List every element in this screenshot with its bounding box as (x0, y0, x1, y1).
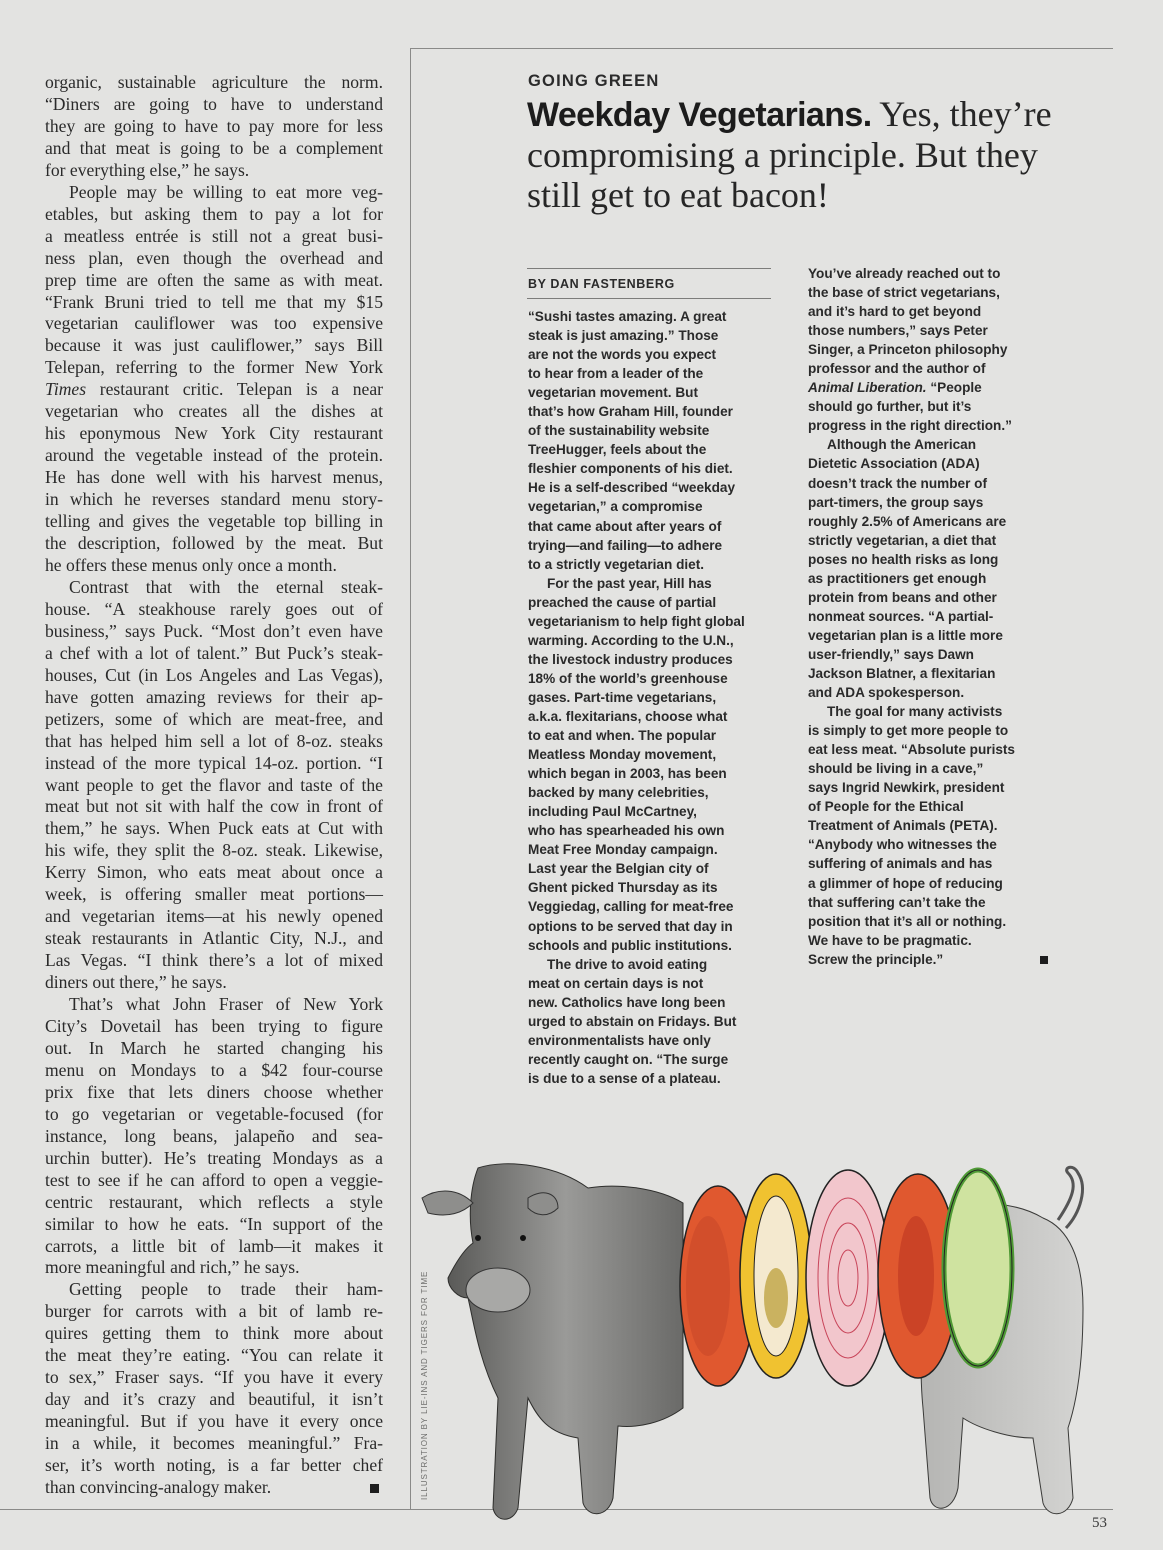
text-line: and it’s hard to get beyond (808, 304, 982, 320)
text-line: user-friendly,” says Dawn (808, 646, 974, 662)
text-line: and ADA spokesperson. (808, 685, 965, 701)
text-line: in which he reverses standard menu story- (45, 489, 383, 510)
text-line: who has spearheaded his own (528, 823, 725, 839)
publication-name: Times (45, 379, 87, 400)
text-line: as practitioners get enough (808, 570, 987, 586)
text-line: including Paul McCartney, (528, 804, 697, 820)
article-column-2 (808, 264, 1066, 969)
text-line: out. In March he started changing his (45, 1037, 383, 1058)
illustration-svg (418, 1158, 1108, 1538)
text-line: of the sustainability website (528, 423, 710, 439)
text-line: week, is offering smaller meat portions— (45, 884, 383, 905)
text-line: to a strictly vegetarian diet. (528, 556, 705, 572)
text-line: instead of the more typical 14-oz. portion. “I (45, 752, 383, 773)
text-line: suffering of animals and has (808, 856, 993, 872)
text-line: are not the words you expect (528, 347, 717, 363)
paragraph (45, 994, 383, 1279)
text-line: backed by many celebrities, (528, 785, 709, 801)
text-line: that has helped him sell a lot of 8-oz. steaks (45, 730, 383, 751)
text-line: TreeHugger, feels about the (528, 442, 707, 458)
text-line: preached the cause of partial (528, 594, 717, 610)
byline-top-rule (527, 268, 771, 269)
text-line: City’s Dovetail has been trying to figure (45, 1015, 383, 1036)
byline: BY DAN FASTENBERG (528, 277, 675, 291)
text-line: a chef with a lot of talent.” But Puck’s steak- (45, 642, 383, 663)
text-line: to sex,” Fraser says. “If you have it every (45, 1367, 383, 1388)
illustration-credit: ILLUSTRATION BY LIE-INS AND TIGERS FOR TIME (420, 1270, 429, 1500)
text-line: “Anybody who witnesses the (808, 837, 997, 853)
text-line: day and it’s crazy and beautiful, it isn’t (45, 1389, 383, 1410)
text-line: etables, but asking them to pay a lot for (45, 203, 383, 224)
text-line: quires getting them to think more about (45, 1323, 383, 1344)
text-line: carrots, a little bit of lamb—it makes it (45, 1235, 383, 1256)
text-line: He is a self-described “weekday (528, 480, 736, 496)
text-line: his wife, they split the 8-oz. steak. Likewise, (45, 840, 383, 861)
paragraph (808, 435, 1066, 702)
cow-ear-right (528, 1193, 558, 1215)
text-line: That’s what John Fraser of New York (69, 994, 383, 1015)
text-line: roughly 2.5% of Americans are (808, 513, 1007, 529)
text-line: have gotten amazing reviews for their ap- (45, 686, 383, 707)
text-line: “Frank Bruni tried to tell me that my $15 (45, 291, 383, 312)
text-line: vegetarian movement. But (528, 385, 698, 401)
article-headline (527, 94, 1087, 215)
text-line: urchin butter). He’s treating Mondays as a (45, 1147, 383, 1168)
text-line: Screw the principle.” (808, 950, 1066, 969)
paragraph (528, 955, 773, 1088)
section-kicker: GOING GREEN (528, 72, 660, 90)
text-line: protein from beans and other (808, 589, 997, 605)
text-line: organic, sustainable agriculture the norm. (45, 72, 383, 92)
text-line: the description, followed by the meat. But (45, 533, 383, 554)
text-line: prix fixe that lets diners choose whether (45, 1081, 383, 1102)
text-line: and that meat is going to be a complement (45, 137, 383, 158)
text-line: Although the American (827, 437, 977, 453)
cow-front (422, 1164, 683, 1520)
book-title: Animal Liberation. (808, 380, 927, 396)
paragraph (528, 307, 773, 574)
text-line: For the past year, Hill has (547, 575, 712, 591)
paragraph (45, 577, 383, 994)
text-line: them,” he says. When Puck eats at Cut with (45, 818, 383, 839)
text-line: should be living in a cave,” (808, 761, 984, 777)
text-line: that came about after years of (528, 518, 722, 534)
text-line: houses, Cut (in Los Angeles and Las Vegas), (45, 664, 383, 685)
text-line: in a while, it becomes meaningful.” Fra- (45, 1433, 383, 1454)
text-line: vegetarian cauliflower was too expensive (45, 313, 383, 334)
cow-pig-vegetable-illustration (418, 1158, 1108, 1538)
text-line: to hear from a leader of the (528, 366, 704, 382)
text-line: diners out there,” he says. (45, 972, 227, 993)
text-line: Veggiedag, calling for meat-free (528, 899, 734, 915)
text-line: position that it’s all or nothing. (808, 913, 1007, 929)
end-of-article-mark (1040, 956, 1048, 964)
text-line: to go vegetarian or vegetable-focused (for (45, 1103, 383, 1124)
text-line: prep time are often the same as with meat. (45, 269, 383, 290)
text-line: meat but not sit with half the cow in front of (45, 796, 383, 817)
text-line: Times restaurant critic. Telepan is a near (45, 379, 383, 400)
text-line: Jackson Blatner, a flexitarian (808, 665, 996, 681)
text-line: You’ve already reached out to (808, 266, 1001, 281)
text-line: gases. Part-time vegetarians, (528, 689, 717, 705)
text-line: Last year the Belgian city of (528, 861, 709, 877)
text-line: He has done well with his harvest menus, (45, 467, 383, 488)
text-line: meaningful. But if you have it every once (45, 1411, 383, 1432)
paragraph (808, 264, 1066, 435)
text-line: Contrast that with the eternal steak- (69, 576, 383, 597)
text-line: warming. According to the U.N., (528, 632, 734, 648)
text-line: that’s how Graham Hill, founder (528, 404, 733, 420)
headline-deck: Yes, they’re compromising a principle. But they still get to eat bacon! (527, 94, 1052, 215)
text-line: Singer, a Princeton philosophy (808, 342, 1008, 358)
text-line: a.k.a. flexitarians, choose what (528, 708, 728, 724)
text-line: because it was just cauliflower,” says Bill (45, 335, 383, 356)
text-line: house. “A steakhouse rarely goes out of (45, 598, 383, 619)
text-line: poses no health risks as long (808, 551, 999, 567)
column-divider (410, 48, 411, 1509)
text-line: 18% of the world’s greenhouse (528, 670, 728, 686)
left-column-article (45, 72, 383, 1499)
vegetable-slices (680, 1170, 1012, 1386)
text-line: new. Catholics have long been (528, 994, 726, 1010)
text-line: around the vegetable instead of the protein. (45, 445, 383, 466)
text-line: to eat and when. The popular (528, 728, 717, 744)
text-line: Meatless Monday movement, (528, 747, 717, 763)
text-line: petizers, some of which are meat-free, and (45, 708, 383, 729)
text-line: fleshier components of his diet. (528, 461, 733, 477)
text-line: vegetarian plan is a little more (808, 627, 1003, 643)
text-line: “Sushi tastes amazing. A great (528, 309, 727, 324)
text-line: test to see if he can afford to open a veggie- (45, 1169, 383, 1190)
text-line: ness plan, even though the overhead and (45, 247, 383, 268)
text-line: should go further, but it’s (808, 399, 972, 415)
text-line: recently caught on. “The surge (528, 1051, 729, 1067)
text-line: steak restaurants in Atlantic City, N.J., and (45, 928, 383, 949)
text-line: more meaningful and rich,” he says. (45, 1257, 300, 1278)
text-line: they are going to have to pay more for less (45, 115, 383, 136)
text-line: his eponymous New York City restaurant (45, 423, 383, 444)
text-line: nonmeat sources. “A partial- (808, 608, 994, 624)
text-line: Treatment of Animals (PETA). (808, 818, 998, 834)
text-line: is due to a sense of a plateau. (528, 1070, 721, 1086)
text-line: of People for the Ethical (808, 799, 964, 815)
text-line: the livestock industry produces (528, 651, 733, 667)
text-line: that suffering can’t take the (808, 894, 986, 910)
page-number: 53 (1092, 1515, 1107, 1531)
text-line: trying—and failing—to adhere (528, 537, 723, 553)
paragraph (45, 182, 383, 577)
paragraph (808, 702, 1066, 969)
text-line: vegetarian,” a compromise (528, 499, 703, 515)
text-line: professor and the author of (808, 361, 986, 377)
headline-bold: Weekday Vegetarians. (527, 96, 872, 134)
text-line: doesn’t track the number of (808, 475, 988, 491)
text-line: Meat Free Monday campaign. (528, 842, 718, 858)
text-line: Animal Liberation. “People (808, 380, 982, 396)
text-line: The drive to avoid eating (547, 956, 708, 972)
text-line: The goal for many activists (827, 704, 1003, 720)
text-line: want people to get the flavor and taste of the (45, 774, 383, 795)
cow-muzzle (466, 1268, 530, 1312)
pig-tail (1058, 1167, 1082, 1228)
text-line: those numbers,” says Peter (808, 323, 988, 339)
text-line: menu on Mondays to a $42 four-course (45, 1059, 383, 1080)
top-rule (410, 48, 1113, 49)
text-line: the meat they’re eating. “You can relate it (45, 1345, 383, 1366)
text-line: ser, it’s worth noting, is a far better chef (45, 1455, 383, 1476)
text-line: vegetarianism to help fight global (528, 613, 745, 629)
cow-ear-left (422, 1191, 473, 1215)
text-line: We have to be pragmatic. (808, 932, 972, 948)
text-line: is simply to get more people to (808, 723, 1009, 739)
text-line: than convincing-analogy maker. (45, 1477, 383, 1499)
text-line: centric restaurant, which reflects a style (45, 1191, 383, 1212)
text-line: burger for carrots with a bit of lamb re- (45, 1301, 383, 1322)
text-line: Dietetic Association (ADA) (808, 456, 980, 472)
text-line: which began in 2003, has been (528, 766, 727, 782)
text-line: Getting people to trade their ham- (69, 1279, 383, 1300)
text-line: People may be willing to eat more veg- (69, 181, 383, 202)
byline-bottom-rule (527, 298, 771, 299)
text-line: “Diners are going to have to understand (45, 93, 383, 114)
text-line: a meatless entrée is still not a great busi- (45, 225, 383, 246)
text-line: Telepan, referring to the former New York (45, 357, 383, 378)
text-line: environmentalists have only (528, 1032, 711, 1048)
text-line: Ghent picked Thursday as its (528, 880, 718, 896)
text-line: vegetarian who creates all the dishes at (45, 401, 383, 422)
text-line: meat on certain days is not (528, 975, 704, 991)
paragraph (45, 72, 383, 182)
text-line: the base of strict vegetarians, (808, 285, 1000, 301)
text-line: options to be served that day in (528, 918, 733, 934)
text-line: and vegetarian items—at his newly opened (45, 906, 383, 927)
text-line: urged to abstain on Fridays. But (528, 1013, 737, 1029)
text-line: instance, long beans, jalapeño and sea- (45, 1125, 383, 1146)
text-line: progress in the right direction.” (808, 418, 1012, 434)
text-line: business,” says Puck. “Most don’t even have (45, 620, 383, 641)
paragraph (528, 574, 773, 955)
text-line: for everything else,” he says. (45, 159, 250, 180)
text-line: Kerry Simon, who eats meat about once a (45, 862, 383, 883)
text-line: Las Vegas. “I think there’s a lot of mixed (45, 950, 383, 971)
text-line: strictly vegetarian, a diet that (808, 532, 997, 548)
paragraph (45, 1279, 383, 1499)
text-line: similar to how he eats. “In support of the (45, 1213, 383, 1234)
text-line: part-timers, the group says (808, 494, 984, 510)
text-line: steak is just amazing.” Those (528, 328, 719, 344)
text-line: he offers these menus only once a month. (45, 554, 337, 575)
text-line: says Ingrid Newkirk, president (808, 780, 1005, 796)
article-column-1 (528, 307, 773, 1088)
text-line: eat less meat. “Absolute purists (808, 742, 1015, 758)
end-of-article-mark (370, 1484, 379, 1493)
text-line: telling and gives the vegetable top billing in (45, 511, 383, 532)
text-line: a glimmer of hope of reducing (808, 875, 1003, 891)
text-line: schools and public institutions. (528, 937, 732, 953)
